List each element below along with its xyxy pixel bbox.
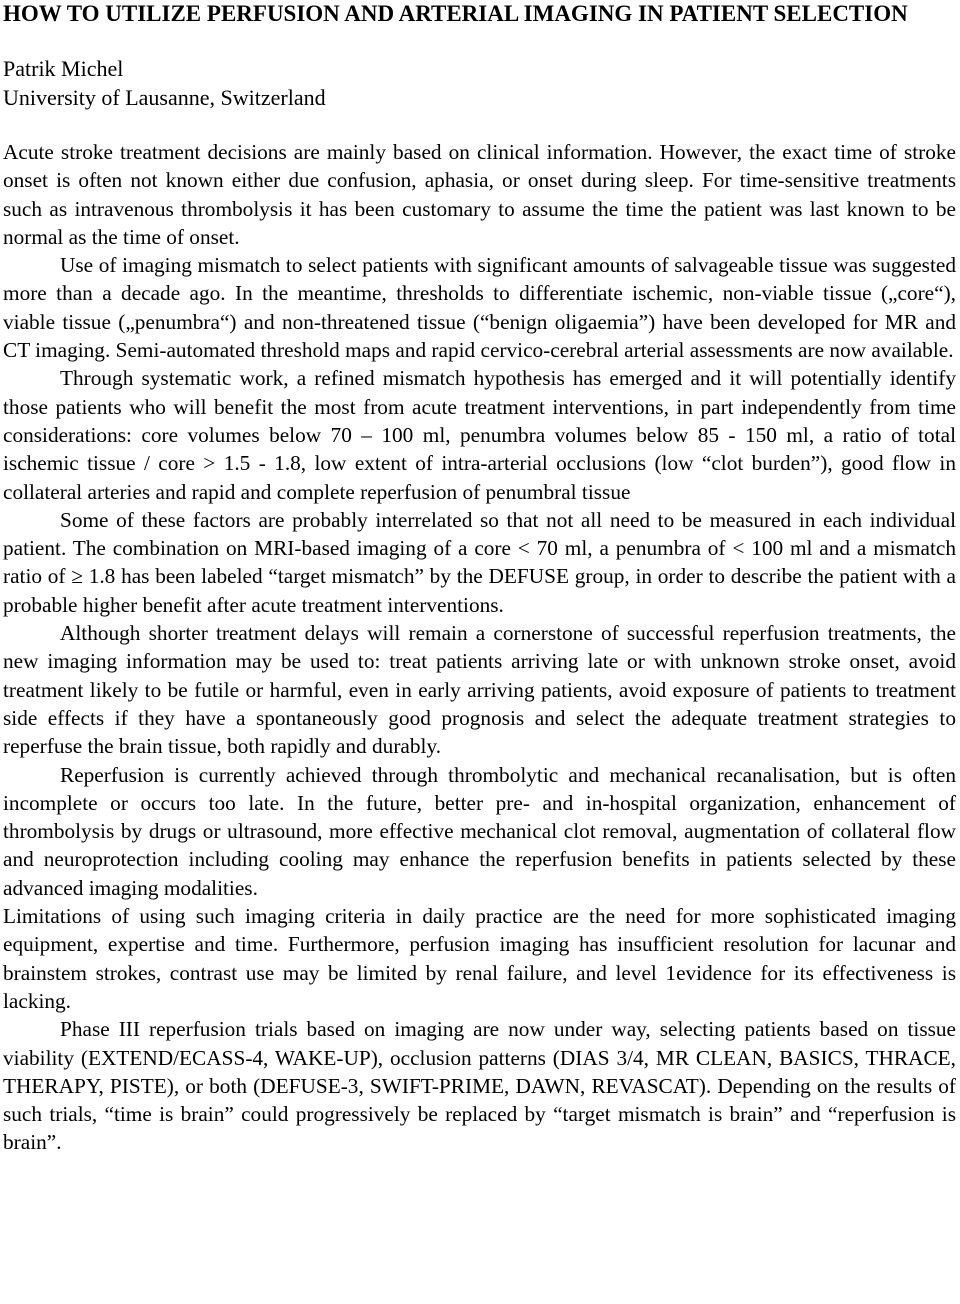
body-text bbox=[3, 138, 956, 1157]
document-title: HOW TO UTILIZE PERFUSION AND ARTERIAL IMAGING IN PATIENT SELECTION bbox=[3, 1, 908, 26]
document-page bbox=[3, 0, 956, 1157]
paragraph: Phase III reperfusion trials based on imaging are now under way, selecting patients based on tissue viability (EXTEND/ECASS-4, WAKE-UP), occlusion patterns (DIAS 3/4, MR CLEAN, BASICS, THRACE, THERAPY, PISTE), or both (DEFUSE-3, SWIFT-PRIME, DAWN, REVASCAT). Depending on the results of such trials, “time is brain” could progressively be replaced by “target mismatch is brain” and “reperfusion is brain”. bbox=[3, 1017, 956, 1155]
paragraph: Use of imaging mismatch to select patients with significant amounts of salvageable tissue was suggested more than a decade ago. In the meantime, thresholds to differentiate ischemic, non-viable tissue („core“), viable tissue („penumbra“) and non-threatened tissue (“benign oligaemia”) have been developed for MR and CT imaging. Semi-automated threshold maps and rapid cervico-cerebral arterial assessments are now available. bbox=[3, 253, 956, 363]
paragraph: Limitations of using such imaging criteria in daily practice are the need for more sophisticated imaging equipment, expertise and time. Furthermore, perfusion imaging has insufficient resolution for lacunar and brainstem strokes, contrast use may be limited by renal failure, and level 1evidence for its effectiveness is lacking. bbox=[3, 904, 956, 1013]
author-block bbox=[3, 55, 956, 112]
paragraph: Although shorter treatment delays will remain a cornerstone of successful reperfusion treatments, the new imaging information may be used to: treat patients arriving late or with unknown stroke onset, avoid treatment likely to be futile or harmful, even in early arriving patients, avoid exposure of patients to treatment side effects if they have a spontaneously good prognosis and select the adequate treatment strategies to reperfuse the brain tissue, both rapidly and durably. bbox=[3, 621, 956, 759]
author-name: Patrik Michel bbox=[3, 56, 124, 81]
paragraph: Acute stroke treatment decisions are mainly based on clinical information. However, the exact time of stroke onset is often not known either due confusion, aphasia, or onset during sleep. For time-sensitive treatments such as intravenous thrombolysis it has been customary to assume the time the patient was last known to be normal as the time of onset. bbox=[3, 140, 956, 249]
paragraph: Some of these factors are probably interrelated so that not all need to be measured in each individual patient. The combination on MRI-based imaging of a core < 70 ml, a penumbra of < 100 ml and a mismatch ratio of ≥ 1.8 has been labeled “target mismatch” by the DEFUSE group, in order to describe the patient with a probable higher benefit after acute treatment interventions. bbox=[3, 507, 956, 617]
paragraph: Reperfusion is currently achieved through thrombolytic and mechanical recanalisation, but is often incomplete or occurs too late. In the future, better pre- and in-hospital organization, enhancement of thrombolysis by drugs or ultrasound, more effective mechanical clot removal, augmentation of collateral flow and neuroprotection including cooling may enhance the reperfusion benefits in patients selected by these advanced imaging modalities. bbox=[3, 762, 956, 900]
author-affiliation: University of Lausanne, Switzerland bbox=[3, 84, 326, 110]
paragraph: Through systematic work, a refined mismatch hypothesis has emerged and it will potentially identify those patients who will benefit the most from acute treatment interventions, in part independently from time considerations: core volumes below 70 – 100 ml, penumbra volumes below 85 - 150 ml, a ratio of total ischemic tissue / core > 1.5 - 1.8, low extent of intra-arterial occlusions (low “clot burden”), good flow in collateral arteries and rapid and complete reperfusion of penumbral tissue bbox=[3, 366, 956, 504]
